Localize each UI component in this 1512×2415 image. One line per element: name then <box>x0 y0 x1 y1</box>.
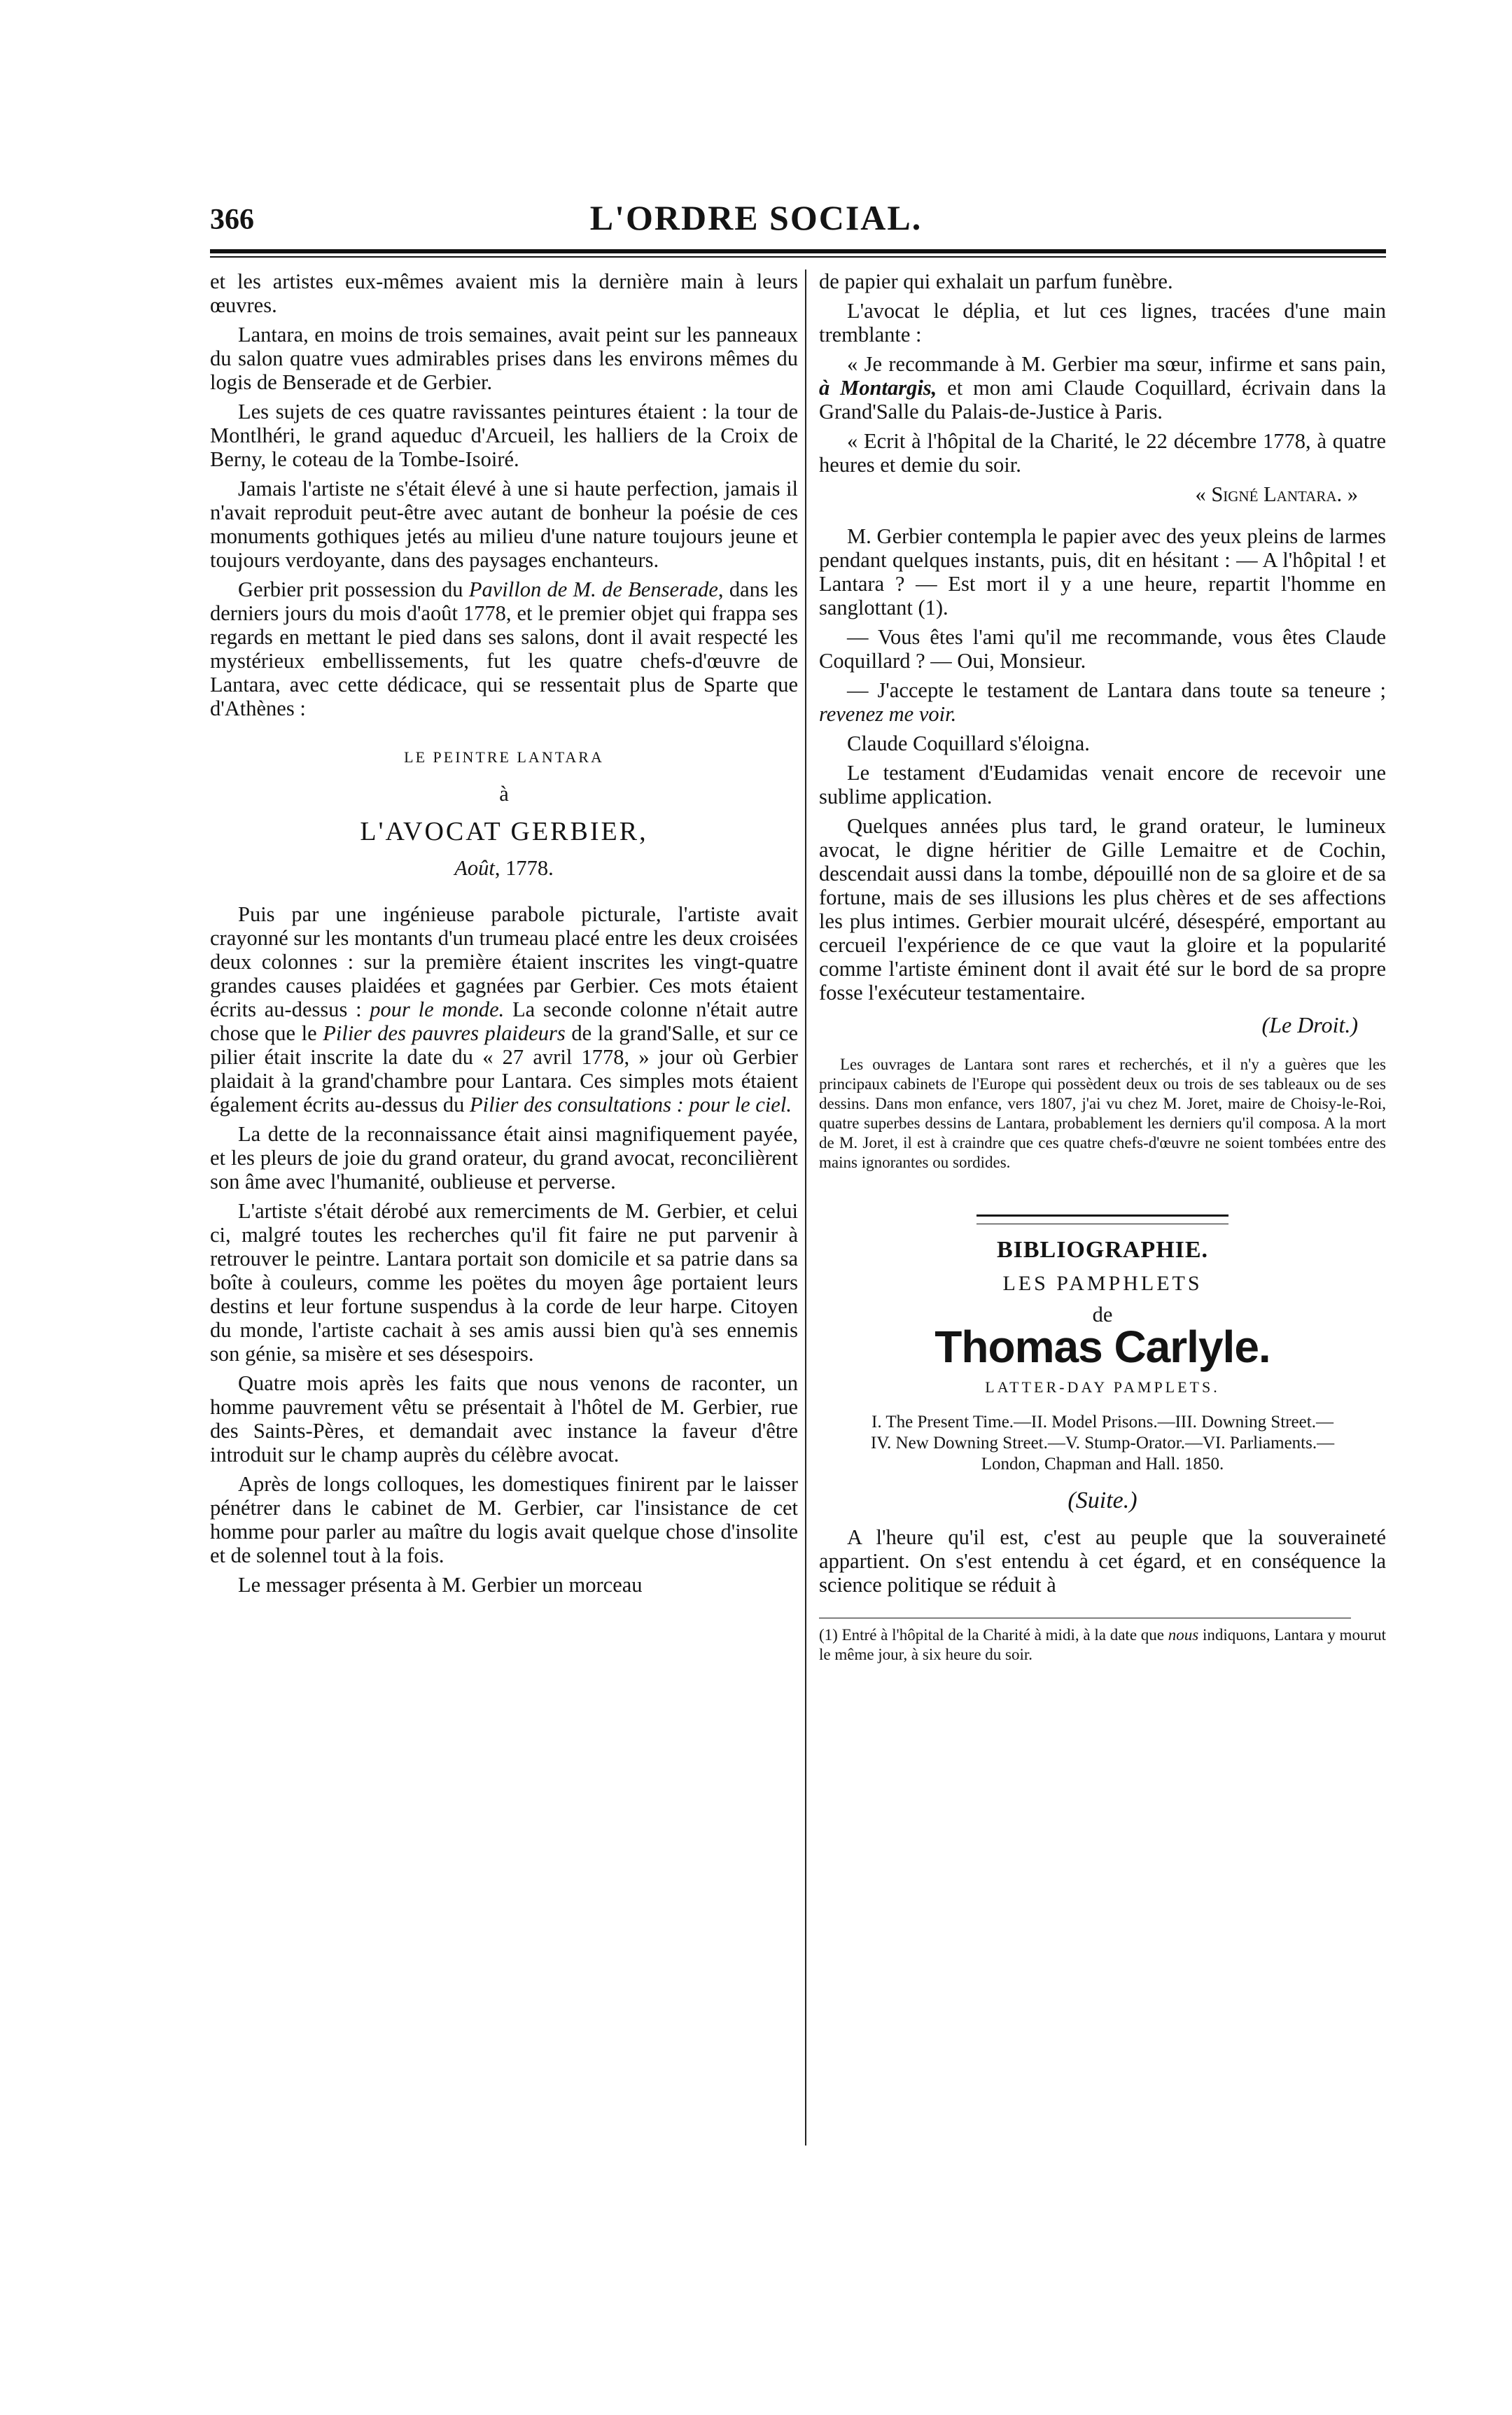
text: , 1778. <box>494 856 554 880</box>
paragraph: Claude Coquillard s'éloigna. <box>847 732 1090 755</box>
review-author: Thomas Carlyle. <box>934 1322 1270 1372</box>
header-rule <box>210 249 1386 253</box>
text: de la grand'Salle, et sur ce pilier était inscrite la date du « 27 avril 1778, » jour où Gerbier plaidait à la grand'chambre pour Lantara. Ces simples mots étaient également écrits au-dessus du <box>210 1021 798 1116</box>
paragraph: « Ecrit à l'hôpital de la Charité, le 22 décembre 1778, à quatre heures et demie du soir. <box>819 429 1386 477</box>
review-title: LES PAMPHLETS <box>1002 1272 1203 1295</box>
text: Puis par une ingénieuse parabole picturale, l'artiste avait crayonné sur les montants d'un trumeau placé entre les deux croisées deux colonnes : sur la première étaient inscrites les vingt-quatre grandes causes plaidées et gagnées par Gerbier. Ces mots étaient écrits au-dessus : <box>210 902 798 1021</box>
header-rule-thin <box>210 256 1386 258</box>
paragraph: Le testament d'Eudamidas venait encore de recevoir une sublime application. <box>819 761 1386 808</box>
author-note <box>819 1055 1386 1172</box>
paragraph: L'artiste s'était dérobé aux remerciments de M. Gerbier, et celui ci, malgré toutes les recherches qu'il fit faire ne put parvenir à retrouver le peintre. Lantara portait son domicile et sa patrie dans sa boîte à couleurs, comme les poëtes du moyen âge portaient leurs destins et leur fortune suspendus à la corde de leur harpe. Citoyen du monde, l'artiste cachait à ses amis aussi bien qu'à ses ennemis son génie, sa misère et ses désespoirs. <box>210 1199 798 1366</box>
section-separator <box>976 1214 1228 1224</box>
paragraph: Le messager présenta à M. Gerbier un morceau <box>238 1573 643 1597</box>
italic-text: Pavillon de M. de Benserade <box>468 578 718 601</box>
column-divider <box>805 270 806 2146</box>
text: La seconde colonne n'était autre chose que le <box>210 997 798 1045</box>
book-title: LATTER-DAY PAMPLETS. <box>985 1378 1220 1396</box>
italic-text: à Montargis, <box>819 376 937 400</box>
page-number: 366 <box>210 204 254 236</box>
dedication-date <box>210 856 798 880</box>
paragraph <box>210 578 798 720</box>
text: « Je recommande à M. Gerbier ma sœur, infirme et sans pain, <box>847 352 1386 376</box>
dedication-line: LE PEINTRE LANTARA <box>404 748 604 766</box>
source-credit: (Le Droit.) <box>1261 1012 1358 1037</box>
text: — J'accepte le testament de Lantara dans toute sa teneure ; <box>847 678 1386 702</box>
text: (1) Entré à l'hôpital de la Charité à midi, à la date que <box>819 1626 1168 1644</box>
paragraph: de papier qui exhalait un parfum funèbre. <box>819 270 1173 293</box>
paragraph: et les artistes eux-mêmes avaient mis la dernière main à leurs œuvres. <box>210 270 798 317</box>
text: , dans les derniers jours du mois d'août 1778, et le premier objet qui frappa ses regards en mettant le pied dans ses salons, dont il avait respecté les mystérieux embellissements, fut les quatre chefs-d'œuvre de Lantara, avec cette dédicace, qui se ressentait plus de Sparte que d'Athènes : <box>210 578 798 720</box>
italic-text: nous <box>1168 1626 1199 1644</box>
paragraph: L'avocat le déplia, et lut ces lignes, tracées d'une main tremblante : <box>819 299 1386 346</box>
signature-line: « Signé Lantara. » <box>1195 482 1358 506</box>
italic-text: Août <box>454 856 495 880</box>
paragraph: A l'heure qu'il est, c'est au peuple que la souveraineté appartient. On s'est entendu à cet égard, et en conséquence la science politique se réduit à <box>819 1525 1386 1597</box>
paragraph: Jamais l'artiste ne s'était élevé à une si haute perfection, jamais il n'avait reproduit peut-être avec autant de bonheur la poésie de ces monuments gothiques jetés au milieu d'une nature toujours jeune et toujours verdoyante, dans des paysages enchanteurs. <box>210 477 798 572</box>
section-title: BIBLIOGRAPHIE. <box>996 1237 1209 1263</box>
text: et mon ami Claude Coquillard, écrivain dans la Grand'Salle du Palais-de-Justice à Paris. <box>819 376 1386 424</box>
right-column <box>819 270 1386 1665</box>
italic-text: revenez me voir. <box>819 702 957 726</box>
running-title: L'ORDRE SOCIAL. <box>589 198 923 237</box>
review-title-de: de <box>1092 1303 1113 1326</box>
italic-text: Pilier des consultations : pour le ciel. <box>469 1093 792 1116</box>
paragraph: Lantara, en moins de trois semaines, avait peint sur les panneaux du salon quatre vues admirables prises dans les environs mêmes du logis de Benserade et de Gerbier. <box>210 323 798 394</box>
left-column <box>210 270 798 1602</box>
paragraph: La dette de la reconnaissance était ainsi magnifiquement payée, et les pleurs de joie du grand orateur, du grand avocat, reconcilièrent son âme avec l'humanité, oublieuse et perverse. <box>210 1122 798 1194</box>
paragraph: Quelques années plus tard, le grand orateur, le lumineux avocat, le digne héritier de Gille Lemaitre et de Cochin, descendait aussi dans la tombe, dépouillé non de sa gloire et de sa fortune, mais de ses illusions les plus chères et de ses affections les plus intimes. Gerbier mourait ulcéré, désespéré, emportant au cercueil l'expérience de ce que vaut la gloire et la popularité comme l'artiste éminent dont il avait été sur le bord de sa propre fosse l'exécuteur testamentaire. <box>819 814 1386 1004</box>
footnote <box>819 1625 1386 1665</box>
paragraph: — Vous êtes l'ami qu'il me recommande, vous êtes Claude Coquillard ? — Oui, Monsieur. <box>819 625 1386 673</box>
italic-text: pour le monde. <box>370 997 505 1021</box>
dedication-line: à <box>499 782 509 806</box>
paragraph <box>819 678 1386 726</box>
text: Gerbier prit possession du <box>238 578 469 601</box>
paragraph: Quatre mois après les faits que nous venons de raconter, un homme pauvrement vêtu se présentait à l'hôtel de M. Gerbier, rue des Saints-Pères, et demandait avec instance la faveur d'être introduit sur le champ auprès du célèbre avocat. <box>210 1371 798 1466</box>
dedication-line: L'AVOCAT GERBIER, <box>360 817 648 846</box>
book-contents: I. The Present Time.—II. Model Prisons.—III. Downing Street.—IV. New Downing Street.—V. Stump-Orator.—VI. Parliaments.— London, Chapman and Hall. 1850. <box>870 1413 1335 1474</box>
italic-text: Pilier des pauvres plaideurs <box>323 1021 566 1045</box>
note-text: Les ouvrages de Lantara sont rares et recherchés, et il n'y a guères que les principaux cabinets de l'Europe qui possèdent deux ou trois de ses tableaux ou de ses dessins. Dans mon enfance, vers 1807, j'ai vu chez M. Joret, maire de Choisy-le-Roi, quatre superbes dessins de Lantara, probablement les derniers qu'il composa. A la mort de M. Joret, il est à craindre que ces quatre chefs-d'œuvre ne soient tombées entre des mains ignorantes ou sordides. <box>819 1056 1386 1171</box>
paragraph <box>210 902 798 1116</box>
paragraph <box>819 352 1386 424</box>
paragraph: Après de longs colloques, les domestiques finirent par le laisser pénétrer dans le cabinet de M. Gerbier, car l'insistance de cet homme pour parler au maître du logis avait quelque chose d'insolite et de solennel tout à la fois. <box>210 1472 798 1567</box>
suite-label: (Suite.) <box>1068 1488 1138 1513</box>
paragraph: Les sujets de ces quatre ravissantes peintures étaient : la tour de Montlhéri, le grand aqueduc d'Arcueil, les halliers de la Croix de Berny, le coteau de la Tombe-Isoiré. <box>210 400 798 471</box>
text: indiquons, Lantara y mourut le même jour, à six heure du soir. <box>819 1626 1386 1663</box>
paragraph: M. Gerbier contempla le papier avec des yeux pleins de larmes pendant quelques instants, puis, dit en hésitant : — A l'hôpital ! et Lantara ? — Est mort il y a une heure, repartit l'homme en sanglottant (1). <box>819 524 1386 620</box>
